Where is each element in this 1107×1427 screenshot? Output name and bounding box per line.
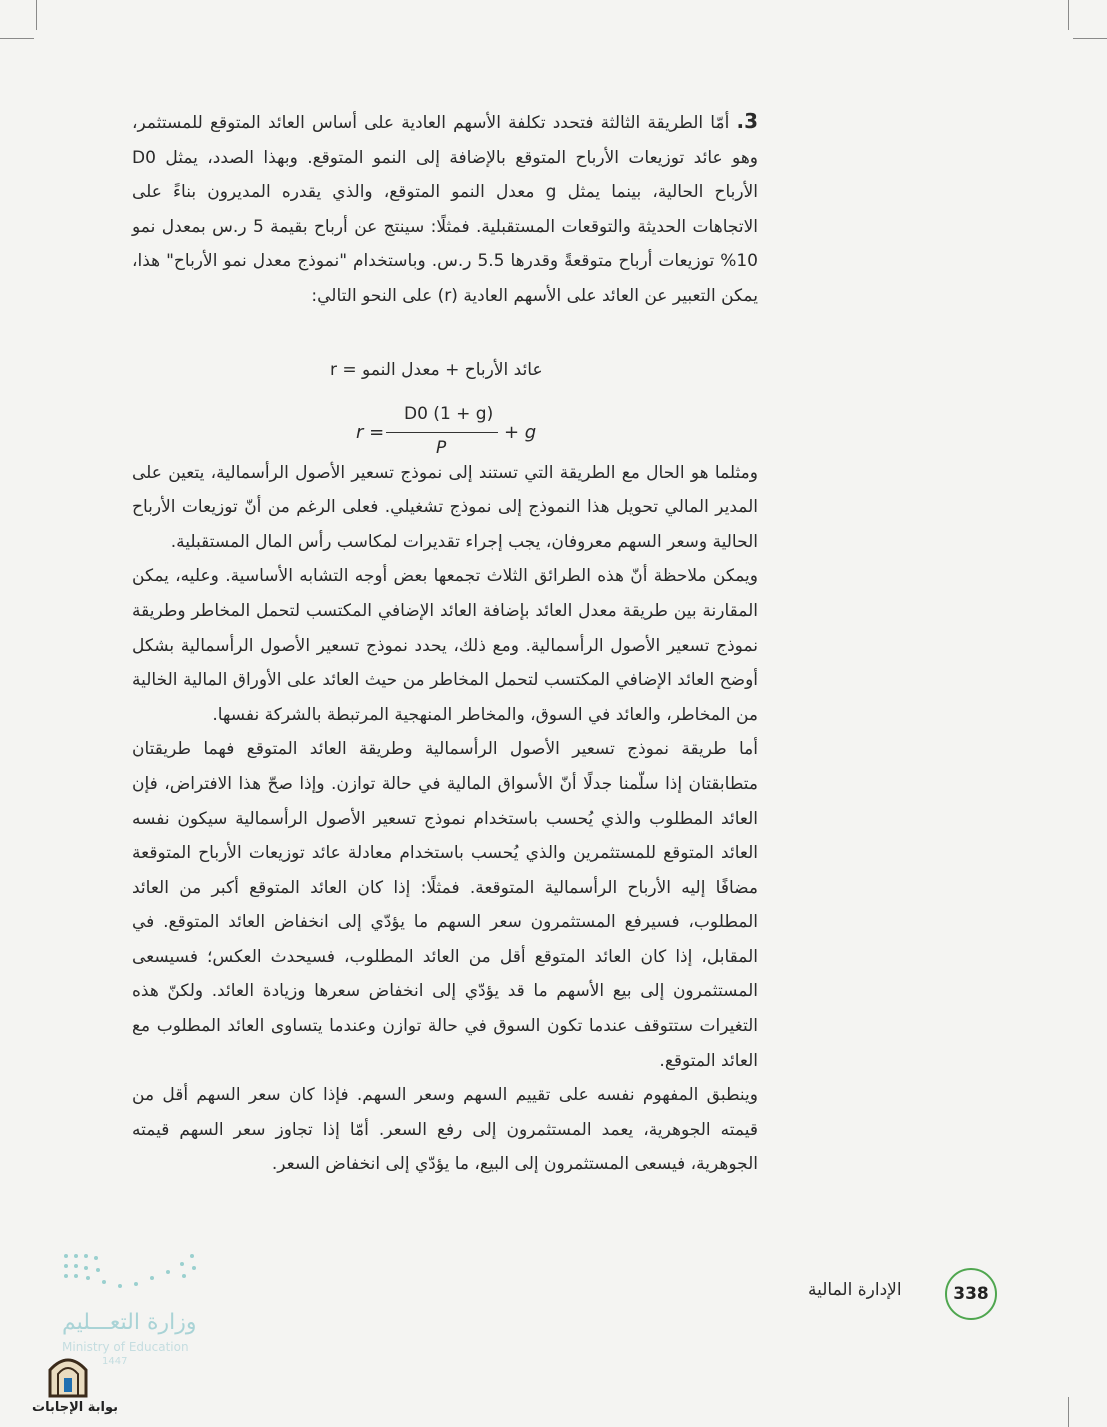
ministry-logo-dots [62,1250,202,1296]
formula-numerator: D0 (1 + g) [404,404,494,424]
formula-fraction [356,402,546,458]
formula-plus-g: + g [504,422,537,443]
crop-mark [1073,38,1107,39]
paragraph-1: 3. أمّا الطريقة الثالثة فتحدد تكلفة الأسهم العادية على أساس العائد المتوقع للمستثمر، وهو عائد توزيعات الأرباح المتوقع بالإضافة إلى النمو المتوقع. وبهذا الصدد، يمثل D0 الأرباح الحالية، بينما يمثل g معدل النمو المتوقع، والذي يقدره المديرون بناءً على الاتجاهات الحديثة والتوقعات المستقبلية. فمثلًا: سينتج عن أرباح بقيمة 5 ر.س بمعدل نمو 10% توزيعات أرباح متوقعةً وقدرها 5.5 ر.س. وباستخدام "نموذج معدل نمو الأرباح" هذا، يمكن التعبير عن العائد على الأسهم العادية (r) على النحو التالي: [132,109,759,306]
item-number: 3. [736,109,759,133]
body-text [132,104,758,1182]
crop-mark [1068,0,1069,30]
formula-text: عائد الأرباح + معدل النمو = r [330,360,543,380]
ministry-name-english: Ministry of Education [62,1340,189,1354]
crop-mark [0,38,34,39]
crop-mark [1068,1397,1069,1427]
formula-lhs: r = [356,422,385,443]
book-title: الإدارة المالية [808,1280,902,1300]
paragraph-5: وينطبق المفهوم نفسه على تقييم السهم وسعر السهم. فإذا كان سعر السهم أقل من قيمته الجوهرية، يعمد المستثمرون إلى رفع السعر. أمّا إذا تجاوز سعر السهم قيمته الجوهرية، فيسعى المستثمرون إلى البيع، ما يؤدّي إلى انخفاض السعر. [132,1085,759,1175]
formula-denominator: P [436,438,447,458]
paragraph-4: أما طريقة نموذج تسعير الأصول الرأسمالية وطريقة العائد المتوقع فهما طريقتان متطابقتان إذا سلّمنا جدلًا أنّ الأسواق المالية في حالة توازن. وإذا صحّ هذا الافتراض، فإن العائد المطلوب والذي يُحسب باستخدام نموذج تسعير الأصول الرأسمالية سيكون نفسه العائد المتوقع للمستثمرين والذي يُحسب باستخدام معادلة عائد توزيعات الأرباح المتوقعة مضافًا إليه الأرباح الرأسمالية المتوقعة. فمثلًا: إذا كان العائد المتوقع أكبر من العائد المطلوب، فسيرفع المستثمرون سعر السهم ما يؤدّي إلى انخفاض العائد المتوقع. في المقابل، إذا كان العائد المتوقع أقل من العائد المطلوب، فسيحدث العكس؛ فسيسعى المستثمرون إلى بيع الأسهم ما قد يؤدّي إلى انخفاض سعرها وزيادة العائد. ولكنّ هذه التغيرات ستتوقف عندما تكون السوق في حالة توازن وعندما يتساوى العائد المطلوب مع العائد المتوقع. [132,739,759,1071]
crop-mark [36,0,37,30]
ministry-year: 1447 [102,1356,128,1367]
fraction-bar [386,432,498,433]
page-number: 338 [945,1268,997,1320]
site-name: بوابة الإجابات [32,1400,118,1415]
paragraph-3: ويمكن ملاحظة أنّ هذه الطرائق الثلاث تجمعها بعض أوجه التشابه الأساسية. وعليه، يمكن المقارنة بين طريقة معدل العائد بإضافة العائد الإضافي المكتسب لتحمل المخاطر وطريقة نموذج تسعير الأصول الرأسمالية. ومع ذلك، يحدد نموذج تسعير الأصول الرأسمالية بشكل أوضح العائد الإضافي المكتسب لتحمل المخاطر من حيث العائد على الأوراق المالية الخالية من المخاطر، والعائد في السوق، والمخاطر المنهجية المرتبطة بالشركة نفسها. [132,566,759,725]
site-logo-icon [44,1352,92,1398]
paragraph-2: ومثلما هو الحال مع الطريقة التي تستند إلى نموذج تسعير الأصول الرأسمالية، يتعين على المدير المالي تحويل هذا النموذج إلى نموذج تشغيلي. فعلى الرغم من أنّ توزيعات الأرباح الحالية وسعر السهم معروفان، يجب إجراء تقديرات لمكاسب رأس المال المستقبلية. [132,462,758,552]
ministry-name-arabic: وزارة التعـــليم [62,1310,197,1335]
